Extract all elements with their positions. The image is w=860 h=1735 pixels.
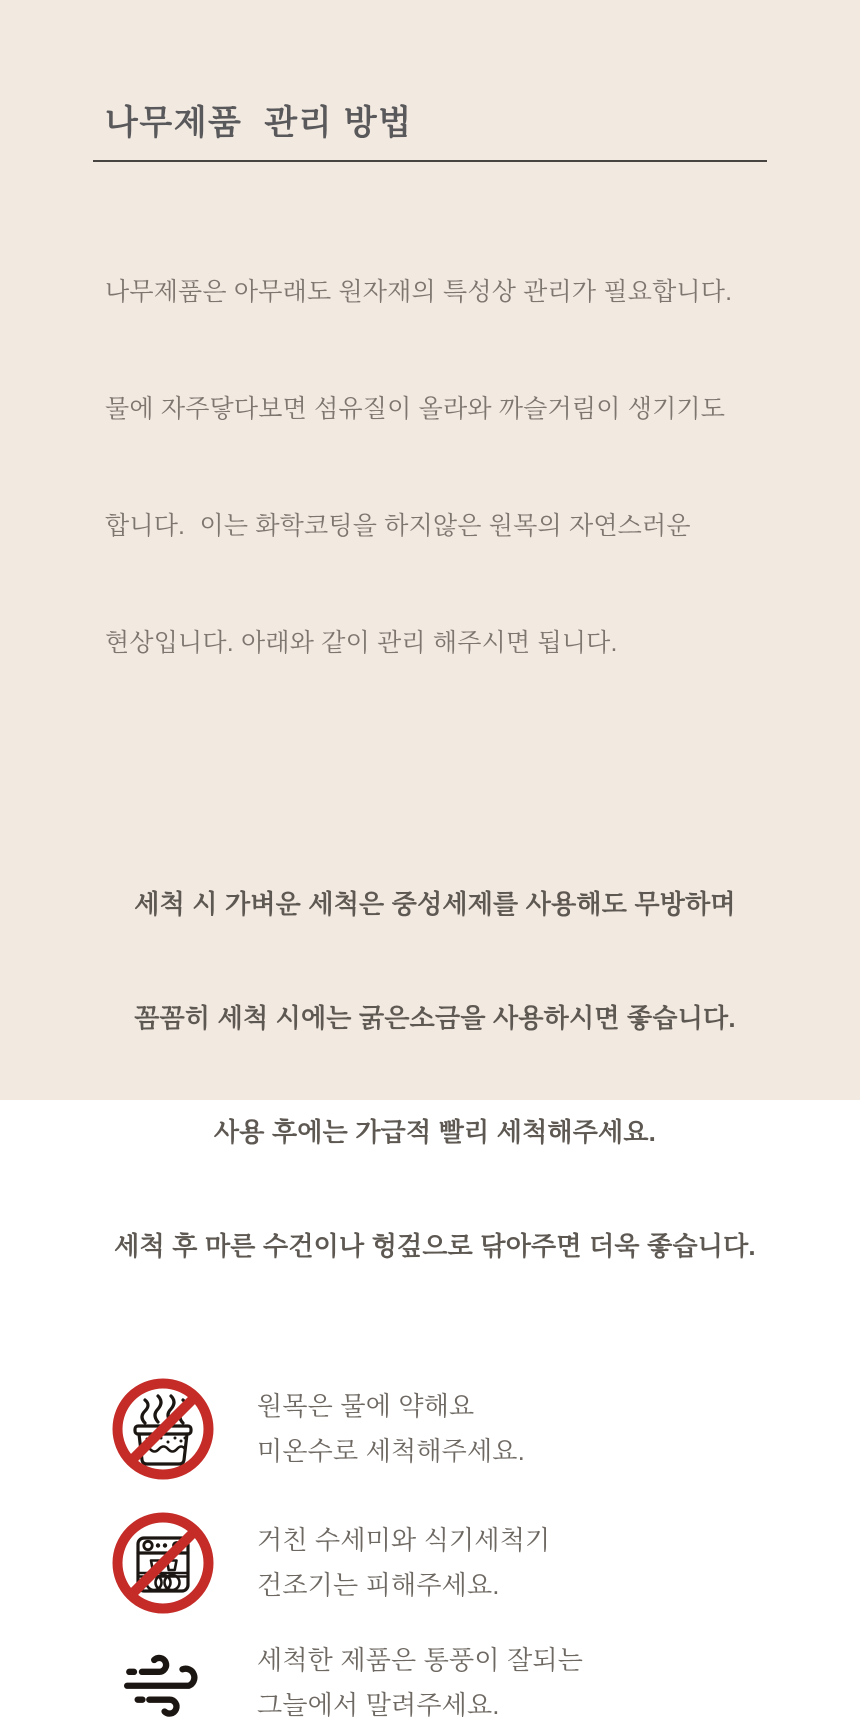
care-item-text <box>257 1518 550 1608</box>
washing-guide-line: 꼼꼼히 세척 시에는 굵은소금을 사용하시면 좋습니다. <box>134 1002 736 1033</box>
care-item-no-dishwasher <box>105 1511 765 1615</box>
care-item-text <box>257 1384 525 1474</box>
intro-line: 합니다. 이는 화학코팅을 하지않은 원목의 자연스러운 <box>105 511 691 540</box>
washing-guide-line: 사용 후에는 가급적 빨리 세척해주세요. <box>213 1116 657 1147</box>
title-divider <box>93 160 767 162</box>
care-item-line: 건조기는 피해주세요. <box>257 1569 500 1600</box>
icon-box <box>111 1511 215 1615</box>
care-item-air-dry <box>105 1631 765 1735</box>
care-item-line: 그늘에서 말려주세요. <box>257 1689 500 1720</box>
no-dishwasher-icon <box>111 1511 215 1615</box>
washing-guide-paragraph <box>105 809 765 1341</box>
care-item-list <box>105 1377 765 1735</box>
care-item-no-hot-water <box>105 1377 765 1481</box>
washing-guide-line: 세척 후 마른 수건이나 헝겊으로 닦아주면 더욱 좋습니다. <box>114 1230 756 1261</box>
intro-paragraph <box>105 195 765 741</box>
icon-box <box>111 1631 215 1735</box>
intro-line: 현상입니다. 아래와 같이 관리 해주시면 됩니다. <box>105 628 618 657</box>
icon-box <box>111 1377 215 1481</box>
wind-dry-icon <box>119 1644 207 1722</box>
intro-line: 나무제품은 아무래도 원자재의 특성상 관리가 필요합니다. <box>105 277 733 306</box>
washing-guide-line: 세척 시 가벼운 세척은 중성세제를 사용해도 무방하며 <box>134 888 736 919</box>
page-title: 나무제품 관리 방법 <box>105 104 413 142</box>
intro-line: 물에 자주닿다보면 섬유질이 올라와 까슬거림이 생기기도 <box>105 394 726 423</box>
care-item-line: 미온수로 세척해주세요. <box>257 1435 526 1466</box>
care-item-line: 거친 수세미와 식기세척기 <box>257 1524 551 1555</box>
no-hot-water-icon <box>111 1377 215 1481</box>
care-item-line: 세척한 제품은 통풍이 잘되는 <box>257 1644 584 1675</box>
care-item-line: 원목은 물에 약해요 <box>257 1390 475 1421</box>
care-item-text <box>257 1638 583 1728</box>
